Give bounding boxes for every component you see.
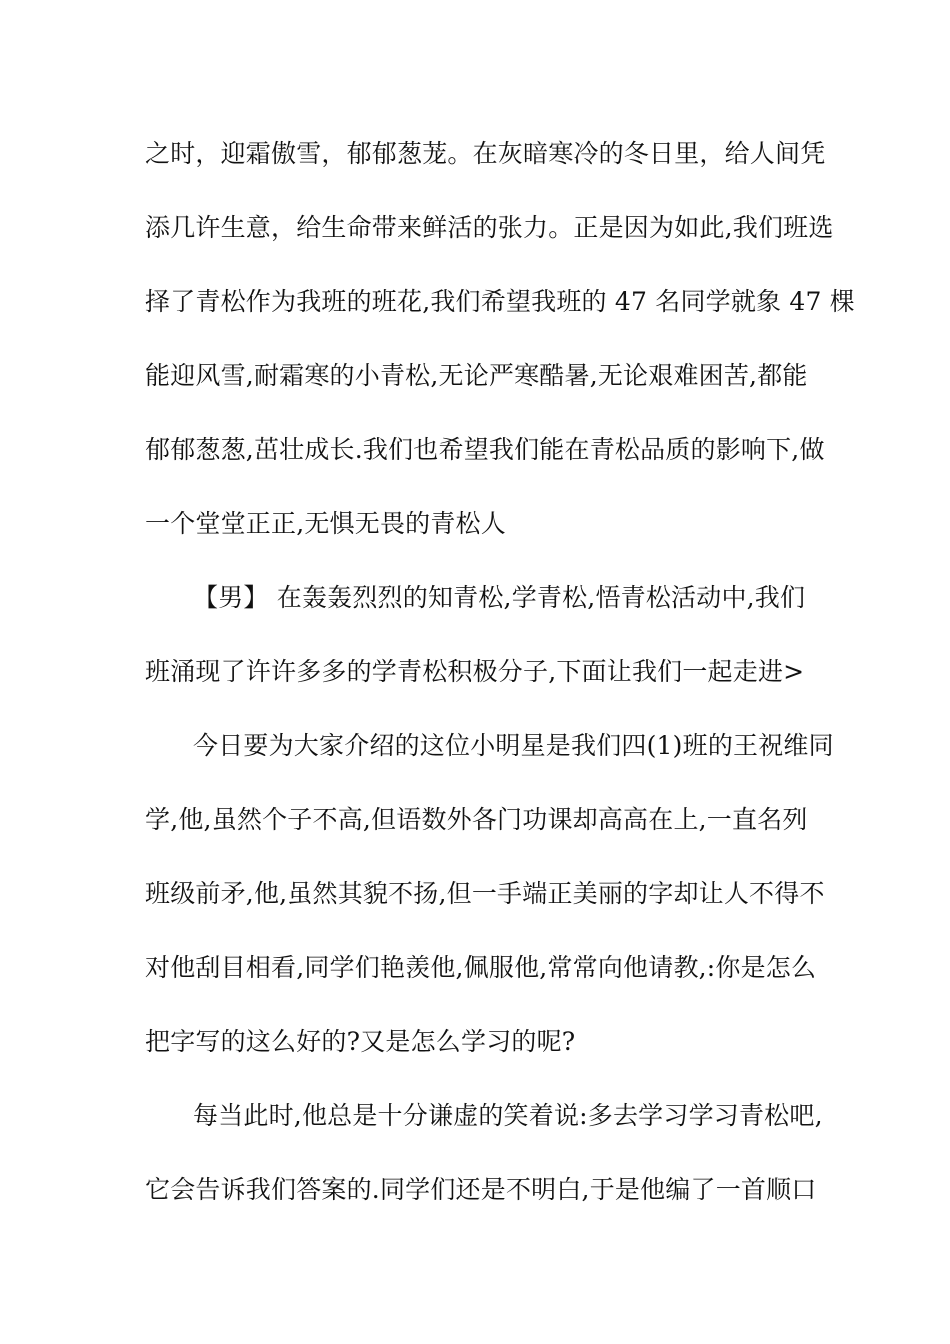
paragraph-start-line: 今日要为大家介绍的这位小明星是我们四(1)班的王祝维同 xyxy=(193,731,834,760)
text-line: 班涌现了许许多多的学青松积极分子,下面让我们一起走进> xyxy=(145,657,805,686)
text-line: 班级前矛,他,虽然其貌不扬,但一手端正美丽的字却让人不得不 xyxy=(145,879,825,908)
text-line: 郁郁葱葱,茁壮成长.我们也希望我们能在青松品质的影响下,做 xyxy=(145,435,825,464)
text-line: 能迎风雪,耐霜寒的小青松,无论严寒酷暑,无论艰难困苦,都能 xyxy=(145,361,808,390)
speaker-paragraph-line: 【男】 在轰轰烈烈的知青松,学青松,悟青松活动中,我们 xyxy=(193,583,806,612)
text-line: 把字写的这么好的?又是怎么学习的呢? xyxy=(145,1027,576,1056)
paragraph-start-line: 每当此时,他总是十分谦虚的笑着说:多去学习学习青松吧, xyxy=(193,1101,823,1130)
text-line: 一个堂堂正正,无惧无畏的青松人 xyxy=(145,509,506,538)
document-body xyxy=(145,127,855,1237)
text-line: 添几许生意，给生命带来鲜活的张力。正是因为如此,我们班选 xyxy=(145,213,834,242)
text-line: 之时，迎霜傲雪，郁郁葱茏。在灰暗寒冷的冬日里，给人间凭 xyxy=(145,139,826,168)
text-line: 对他刮目相看,同学们艳羡他,佩服他,常常向他请教,:你是怎么 xyxy=(145,953,817,982)
text-line: 择了青松作为我班的班花,我们希望我班的 47 名同学就象 47 棵 xyxy=(145,287,855,316)
text-line: 它会告诉我们答案的.同学们还是不明白,于是他编了一首顺口 xyxy=(145,1175,817,1204)
text-line: 学,他,虽然个子不高,但语数外各门功课却高高在上,一直名列 xyxy=(145,805,808,834)
